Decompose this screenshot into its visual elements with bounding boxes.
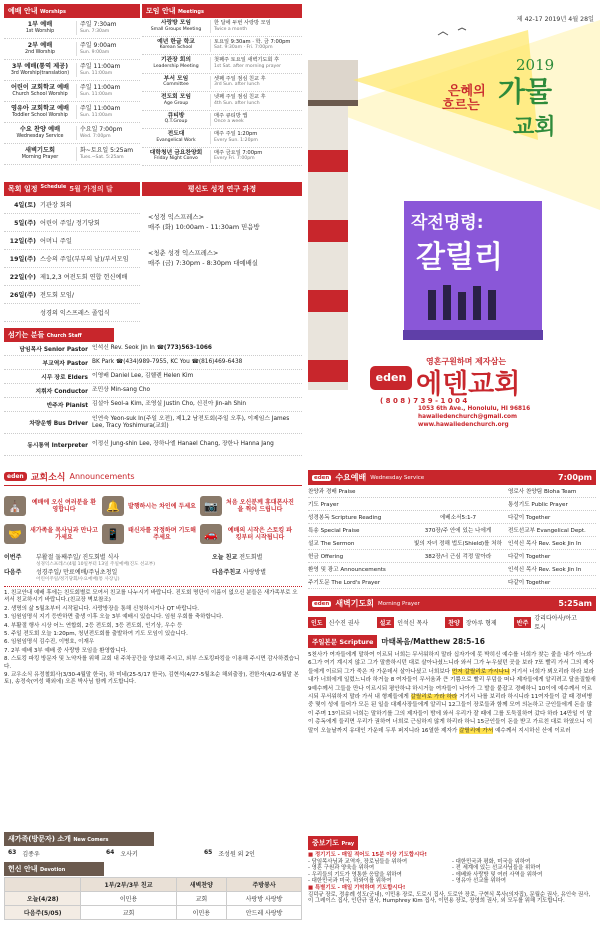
devotion-cell: 교회 xyxy=(81,906,176,920)
worship-item xyxy=(4,39,140,60)
cover-title-big: 갈릴리 xyxy=(416,240,503,275)
prayer-item: - 대한민국과 평화, 미국을 위하여 xyxy=(452,858,531,865)
devotion-header-cell: 1부/2부/3부 친교 xyxy=(81,878,176,892)
meeting-time: 토요일 9:30am · 학. 금 7:00pm xyxy=(214,38,291,45)
staff-item xyxy=(4,356,302,370)
staff-role: 지휘자 Conductor xyxy=(35,389,88,395)
worship-item xyxy=(4,144,140,165)
devotion-header-row xyxy=(5,878,302,892)
staff-name: 이영배 Daniel Lee, 김헬렌 Helen Kim xyxy=(92,373,194,379)
cover-church-name: 에덴교회 xyxy=(416,369,521,400)
worship-name: 3부 예배(통역 제공) xyxy=(11,63,69,70)
wednesday-item-mid: 370장/주 안에 있는 나에게 xyxy=(424,528,492,534)
schedule-text: 어머니 주일 xyxy=(40,238,72,245)
devotion-cell: 사랑방 사랑방 xyxy=(227,892,302,906)
wednesday-item-label: 헌금 Offering xyxy=(308,554,344,560)
devotion-cell: 오늘(4/28) xyxy=(5,892,81,906)
prayer-header: 중보기도 Pray xyxy=(308,836,358,850)
meeting-item xyxy=(142,129,302,148)
announcement-box xyxy=(200,492,298,520)
worship-time: 주일 11:00am xyxy=(80,105,121,112)
worship-name-en: 1st Worship xyxy=(25,29,55,34)
worship-time-en: Wed. 7:00pm xyxy=(80,134,111,139)
prayer-item: - 담임목사님과 교역자, 장로님들을 위하여 xyxy=(308,858,408,865)
morning-prayer-role-value: 신수진 권사 xyxy=(328,619,360,627)
worship-time-en: Tues.~Sat. 5:25am xyxy=(80,155,124,160)
meeting-name-en: Age Group xyxy=(163,100,189,106)
worship-name-en: 2nd Worship xyxy=(25,50,55,55)
meeting-item xyxy=(142,55,302,74)
news-item: 5. 주일 전도회 오늘 1:20pm, 청년전도회를 출발하여 기도 모임이 있습니다. xyxy=(4,631,188,638)
cover-address: 1053 6th Ave., Honolulu, HI 96816 xyxy=(418,406,531,412)
wednesday-item-value: 통성기도 Public Prayer xyxy=(508,502,568,508)
wednesday-item-label: 환영 및 광고 Announcements xyxy=(308,567,386,573)
meeting-name-en: Friday Night Convo xyxy=(154,156,198,162)
meeting-time-en: Once a week xyxy=(214,119,244,125)
news-item: 1. 친교안내 예배 후에는 친도회별로 모여서 친교를 나누시기 바랍니다. 진도회 명단이 이름이 없으신 분들은 새가족부로 오셔서 친교하시기 바랍니다.(친교장 벽보참조) xyxy=(4,590,298,604)
schedule-item xyxy=(4,250,140,268)
staff-contact: ☎(773)563-1066 xyxy=(156,345,212,351)
meeting-name: 대학청년 금요찬양회 xyxy=(149,149,203,156)
announcements-section xyxy=(4,470,302,816)
worship-name-en: 3rd Worship(translation) xyxy=(10,71,70,76)
worship-item xyxy=(4,18,140,39)
meeting-name: 예년 한글 학교 xyxy=(157,38,195,45)
cover-year: 2019 xyxy=(516,56,555,74)
worship-time: 주일 11:00am xyxy=(80,84,121,91)
schedule-text: 스승의 주일(부부의 날)/부서모임 xyxy=(40,256,129,263)
newcomers-header: 새가족(방문자) 소개 New Comers xyxy=(4,832,154,846)
staff-name: 이정신 Jung-shin Lee, 장하나엘 Hanael Chang, 장한나 Hanna Jang xyxy=(92,441,274,447)
meetings-section xyxy=(142,4,302,180)
announcement-box-text: 처음 오신분께 휴대폰사진을 찍어 드립니다 xyxy=(226,499,294,513)
news-item: 7. 2부 예배 3부 예배 중 사랑방 모임을 환영합니다. xyxy=(4,647,128,654)
course-b-time: 매주 (금) 7:30pm - 8:30pm 대예배실 xyxy=(148,259,258,267)
meeting-time-en: Sat. 9:30am · Fri. 7:00pm xyxy=(214,45,273,51)
newcomer-name: 김종우 xyxy=(22,851,40,858)
newcomers-list xyxy=(4,846,302,861)
wednesday-item-label: 설교 The Sermon xyxy=(308,541,355,547)
meeting-name: 부서 모임 xyxy=(163,75,189,82)
prayer-items-left xyxy=(308,859,452,885)
schedule-text: 제1,2,3 여전도회 연합 헌신예배 xyxy=(40,274,128,281)
wednesday-item-mid: 빛의 자녀 정해 법도(Shield)를 처하 xyxy=(413,541,503,547)
newcomer-name: 조성원 외 2인 xyxy=(218,851,255,858)
meeting-item xyxy=(142,148,302,167)
worship-time: 주일 9:00am xyxy=(80,42,117,49)
newcomer-item xyxy=(106,849,194,858)
worship-name: 수요 찬양 예배 xyxy=(19,126,61,133)
meeting-name: 큐티방 xyxy=(167,112,185,119)
devotion-header-cell: 새벽찬양 xyxy=(176,878,227,892)
staff-name: 조민상 Min-sang Cho xyxy=(92,387,151,393)
wednesday-item-label: 주기도문 The Lord's Prayer xyxy=(308,580,381,586)
schedule-section xyxy=(4,182,140,322)
staff-item xyxy=(4,342,302,356)
handshake-icon: 🤝 xyxy=(4,524,26,544)
worship-time-en: Sun. 11:00am xyxy=(80,113,113,118)
sermon-text: 5천사가 여자들에게 말하여 이르되 너희는 무서워하지 말라 십자가에 못 박히신 예수를 너희가 찾는 줄을 내가 아노라 6그가 여기 계시지 않고 그가 말씀하시던 대로 살아나셨느니라 와서 그가 누우셨던 곳을 보라 7또 빨리 가서 그의 제자들에게 이르되 그가 죽은 자 가운데서 살아나셨고 너희보다 먼저 갈릴리로 가시나니 거기서 너희가 뵈오리라 하라 보라 내가 너희에게 일렀느니라 하거늘 8 여자들이 무서움과 큰 기쁨으로 빨리 무덤을 떠나 제자들에게 알리려고 달음질할새 9예수께서 그들을 만나 이르시되 평안하냐 하시거늘 여자들이 나아가 그 발을 붙잡고 경배하니 10이에 예수께서 이르시되 무서워하지 말라 가서 내 형제들에게 갈릴리로 가라 하라 거기서 나를 보리라 하시니라 11여자들이 갈 때 경비병 중 몇이 성에 들어가 모든 된 일을 대제사장들에게 알리니 12그들이 장로들과 함께 모여 의논하고 군인들에게 돈을 많이 주며 13이르되 너희는 말하기를 그의 제자들이 밤에 와서 우리가 잘 때에 그를 도둑질하여 갔다 하라 14만일 이 말이 총독에게 들리면 우리가 권하여 너희로 근심하지 않게 하리라 하니 15군인들이 돈을 받고 가르친 대로 하였으니 이 말이 오늘날까지 유대인 가운데 두루 퍼지니라 16열한 제자가 갈릴리에 가서 예수께서 지시하신 산에 이르러 xyxy=(308,652,596,734)
devotion-row xyxy=(5,892,302,906)
meeting-name: 사랑방 모임 xyxy=(160,20,192,27)
wednesday-item xyxy=(308,524,596,537)
meeting-time: 매주 큐티방 앱 xyxy=(214,112,248,119)
meeting-time: 넷째 주일 점심 친교 후 xyxy=(214,94,266,101)
meeting-name-en: Evangelical Work xyxy=(156,137,196,143)
schedule-date: 12일(주) xyxy=(9,238,36,245)
worship-time: 주일 7:30am xyxy=(80,21,117,28)
news-item: 2. 생명의 삶 5월초부터 시작됩니다. 사랑방장을 통해 신청하시거나 QT 바랍니다. xyxy=(4,605,200,612)
newcomer-name: 오사키 xyxy=(120,851,138,858)
prayer-item: - 대한민국과 미국, 하와이를 위하여 xyxy=(308,878,392,885)
worship-header: 예배 안내 Worships xyxy=(4,4,140,18)
meeting-time: 첫째주 토요일 새벽기도회 후 xyxy=(214,57,280,64)
news-item: 9. 교우소식 유정철회사(3/30-4월말 한국), 하 미네(25-5/17 한국), 김현석(4/27-5월초순 해외출장), 전한자(4/2-6월말 본토), 송정숙(여성 해외에) 오픈 박사님 함께 기도합니다. xyxy=(4,672,299,686)
wednesday-item-value: 다같이 Together xyxy=(508,515,551,521)
wednesday-item-label: 찬양과 경배 Praise xyxy=(308,489,356,495)
cover-motto: 영혼구원하며 제자삼는 xyxy=(426,357,507,366)
meeting-time-en: Every Fri. 7:00pm xyxy=(214,156,255,162)
meeting-name-en: Small Groups Meeting xyxy=(150,26,202,32)
schedule-date: 5일(주) xyxy=(14,220,36,227)
wednesday-item xyxy=(308,498,596,511)
scripture-row: 주일본문 Scripture 마태복음/Matthew 28:5-16 xyxy=(308,635,596,648)
morning-prayer-role-label: 인도 xyxy=(308,617,326,628)
meeting-item xyxy=(142,111,302,130)
worship-name: 어린이 교회학교 예배 xyxy=(10,84,70,91)
meeting-name: 전도대 xyxy=(167,131,185,138)
staff-name: 인연숙 Yeon-suk In(주일 오전), 제1,2 남전도회(주일 오후), 이제임스 James Lee, Tracy Yoshimura(교회) xyxy=(92,415,290,429)
staff-role: 담임목사 Senior Pastor xyxy=(19,347,88,353)
prayer-item: - 우리들의 기도가 영통한 응답을 위하여 xyxy=(308,871,402,878)
wednesday-item-value: 다같이 Together xyxy=(508,554,551,560)
wednesday-header: eden 수요예배 Wednesday Service 7:00pm xyxy=(308,470,596,485)
worship-time-en: Sun. 11:00am xyxy=(80,92,113,97)
morning-prayer-role-value: 장아루 형제 xyxy=(465,619,497,627)
cover-phone: ( 8 0 8 ) 7 3 9 - 1 0 0 4 xyxy=(380,397,468,405)
meeting-name: 전도회 모임 xyxy=(160,94,192,101)
prayer-item: - 전 세계에 있는 선교사님들을 위하여 xyxy=(452,865,541,872)
devotion-table xyxy=(4,877,302,920)
wednesday-item-value: 인석신 목사 Rev. Seok Jin In xyxy=(508,541,582,547)
meeting-name-en: Korean School xyxy=(159,45,193,51)
announcement-box xyxy=(4,492,102,520)
schedule-item xyxy=(4,196,140,214)
announcement-box xyxy=(200,520,298,548)
camera-icon: 📷 xyxy=(200,496,222,516)
morning-prayer-role-label: 찬양 xyxy=(445,617,463,628)
schedule-date: 19일(주) xyxy=(9,256,36,263)
course-a-title: <성경 익스프레스> xyxy=(148,213,204,221)
worship-section xyxy=(4,4,140,180)
cover-slogan: 은혜의 흐르는 xyxy=(442,84,486,113)
worship-time-en: Sun. 7:30am xyxy=(80,29,110,34)
meeting-time: 매주 금요일 7:00pm xyxy=(214,149,263,156)
bible-course-header: 평신도 성경 연구 과정 xyxy=(142,182,302,196)
schedule-text: 어린이 주일/ 정기당회 xyxy=(40,220,100,227)
staff-section xyxy=(4,328,302,460)
worship-list xyxy=(4,18,140,165)
wednesday-item-value: 전도선교부 Evangelical Dept. xyxy=(508,528,586,534)
cover-big-1: 가물 xyxy=(498,75,553,108)
staff-role: 동시통역 Interpreter xyxy=(27,443,88,449)
staff-role: 부교역자 Pastor xyxy=(42,361,88,367)
wednesday-item xyxy=(308,576,596,589)
newcomers-section xyxy=(4,832,302,860)
staff-list xyxy=(4,342,302,456)
schedule-item xyxy=(4,232,140,250)
worship-name-en: Wednesday Service xyxy=(16,134,64,139)
staff-name: BK Park ☎(434)989-7955, KC You ☎(816)469-6438 xyxy=(92,359,243,365)
eden-logo: eden xyxy=(370,366,412,390)
morning-prayer-section xyxy=(308,596,596,832)
wednesday-item-value: 다같이 Together xyxy=(508,580,551,586)
worship-time-en: Sun. 9:00am xyxy=(80,50,110,55)
bible-course-section xyxy=(142,182,302,322)
meeting-name: 기관장 회의 xyxy=(160,57,192,64)
prayer-items-right xyxy=(452,859,596,885)
announcement-box-text: 예배에 오신 여러분을 환영합니다 xyxy=(31,499,97,513)
wednesday-item xyxy=(308,485,596,498)
staff-role: 시무 장로 Elders xyxy=(41,375,88,381)
prayer-section: 중보기도 Pray ■ 정기기도 - 매일 적어도 15분 이상 기도합시다! - 담임목사님과 교역자, 장로님들을 위하여 - 영혼 구원과 양육을 위하여 - 우리들의 기도가 영통한 응답을 위하여 - 대한민국과 미국, 하와이를 위하여 - 대한민국과 평화, 미국을 위하여 - 전 세계에 있는 선교사님들을 위하여 - 에베와 사랑방 및 여러 사역을 위하여 - 영유아 선교를 위하여 ■ 특별기도 - 매일 기억하며 기도합시다! 김덕규 장로, 정송례 성도(군내), 이민용 장로, 도로시 집사, 도로안 장로, 구현식 목사(의자집), 문월순 권사, 유인숙 권사, 이 그레이스 집사, 인단규 권사, Humphrey Kim 집사, 이민용 장로, 장영희 권사, 외 모두를 위해 기도합니다. xyxy=(308,836,596,924)
meeting-item xyxy=(142,74,302,93)
staff-item xyxy=(4,370,302,384)
meeting-item xyxy=(142,37,302,56)
meeting-time-en: 3rd Sun. after lunch xyxy=(214,82,260,88)
schedule-text: 전도회 모임/ xyxy=(40,292,74,299)
worship-item xyxy=(4,81,140,102)
morning-prayer-role-value: 강리다아사/아고토시 xyxy=(534,615,577,631)
devotion-cell: 이민용 xyxy=(176,906,227,920)
schedule-header: 목회 일정 Schedule 5월 가정의 달 xyxy=(4,182,140,196)
announcement-box xyxy=(102,492,200,520)
schedule-date: 26일(주) xyxy=(9,292,36,299)
wednesday-item-mid: 382장/너 근심 걱정 말아라 xyxy=(424,554,492,560)
schedule-date: 22일(수) xyxy=(9,274,36,281)
morning-prayer-role-value: 인석신 목사 xyxy=(397,619,429,627)
meetings-header: 모임 안내 Meetings xyxy=(142,4,302,18)
meeting-time-en: 1st Sat. after morning prayer xyxy=(214,63,281,69)
devotion-cell: 교회 xyxy=(176,892,227,906)
announcement-box-text: 예배의 시작은 스토킹 파킹부터 시작됩니다 xyxy=(227,527,293,541)
cover-web: www.hawaiiedenchurch.org xyxy=(418,422,509,428)
devotion-section xyxy=(4,862,302,922)
worship-name: 2부 예배 xyxy=(27,42,53,49)
issue-info: 제 42-17 2019년 4월 28일 xyxy=(516,16,594,23)
announcement-box-text: 발행하시는 차인에 두세요 xyxy=(128,502,196,510)
worship-time: 주일 11:00am xyxy=(80,63,121,70)
devotion-header-cell xyxy=(5,878,81,892)
newcomer-no: 64 xyxy=(106,849,115,856)
schedule-item xyxy=(4,214,140,232)
schedule-item xyxy=(4,286,140,304)
worship-name-en: Toddler School Worship xyxy=(12,113,68,118)
schedule-item xyxy=(4,304,140,322)
eden-small-logo: eden xyxy=(4,472,27,481)
worship-name: 영유아 교회학교 예배 xyxy=(10,105,70,112)
worship-item xyxy=(4,123,140,144)
meeting-time: 셋째 주일 점심 친교 후 xyxy=(214,75,266,82)
wednesday-item-mid: 에베소서5:1-7 xyxy=(439,515,477,521)
devotion-header-cell: 주방봉사 xyxy=(227,878,302,892)
worship-time-en: Sun. 11:00am xyxy=(80,71,113,76)
staff-item xyxy=(4,434,302,456)
staff-role: 차량운행 Bus Driver xyxy=(29,421,88,427)
staff-item xyxy=(4,384,302,398)
car-icon: 🚗 xyxy=(200,524,222,544)
devotion-cell: 다음주(5/05) xyxy=(5,906,81,920)
wednesday-item-value: 인석신 목사 Rev. Seok Jin In xyxy=(508,567,582,573)
news-list xyxy=(4,586,302,687)
schedule-list xyxy=(4,196,140,322)
announcement-boxes xyxy=(4,492,302,548)
course-b-title: <청춘 성경 익스프레스> xyxy=(148,249,219,257)
worship-name: 새벽기도회 xyxy=(25,147,55,154)
staff-header: 섬기는 분들 Church Staff xyxy=(4,328,114,342)
wednesday-item-label: 기도 Prayer xyxy=(308,502,339,508)
cover-email: hawaiiedenchurch@gmail.com xyxy=(418,414,518,420)
wednesday-item xyxy=(308,511,596,524)
devotion-cell: 안드레 사랑방 xyxy=(227,906,302,920)
worship-item xyxy=(4,60,140,81)
church-icon: ⛪ xyxy=(4,496,26,516)
wednesday-item-label: 특송 Special Praise xyxy=(308,528,360,534)
devotion-cell: 이민용 xyxy=(81,892,176,906)
wednesday-item xyxy=(308,550,596,563)
phone-icon: 📱 xyxy=(102,524,124,544)
schedule-text: 기관장 회의 xyxy=(40,202,72,209)
meeting-name-en: Q.T.Group xyxy=(164,119,188,125)
schedule-text: 성경의 익스프레스 졸업식 xyxy=(40,310,110,317)
cover-title-small: 작전명령: xyxy=(411,213,484,233)
news-item: 3. 임원임명식 지기 등반하면 출생 이후 오늘 3부 예배시 있습니다. 임원 우회를 축하합니다. xyxy=(4,614,224,621)
wednesday-item-label: 성경봉독 Scripture Reading xyxy=(308,515,382,521)
cover-big-2: 교회 xyxy=(513,115,556,140)
meeting-time-en: Every Sun. 1:20pm xyxy=(214,137,258,143)
worship-time: 화~토요일 5:25am xyxy=(80,147,134,154)
worship-time: 수요일 7:00pm xyxy=(80,126,123,133)
wednesday-list xyxy=(308,485,596,589)
news-item: 8. 스토킹 파킹 방문자 및 노약자를 위해 교회 내 주차공간을 양보해 주시고, 외부 스토킹파킹을 이용해 주시면 감사하겠습니다. xyxy=(4,656,300,670)
schedule-date: 4일(토) xyxy=(14,202,36,209)
announcements-header: eden 교회소식 Announcements xyxy=(4,470,302,486)
week-info: 이번주 다음주 부활절 둘째주일/ 진도회별 식사 성경익스프레스(4월 10일부터 13일 주일예배(진도 선교부) 성경주일/ 만료예배/주님초청일 어린이주일/정기당회/수요예배(통 사장님) 오늘 친교 전도회별 다음주친교 사랑방별 xyxy=(4,554,267,582)
announcement-box-text: 새가족을 목사님과 만나고 가세요 xyxy=(30,527,98,541)
meeting-item xyxy=(142,92,302,111)
wednesday-item xyxy=(308,537,596,550)
prayer-item: - 에베와 사랑방 및 여러 사역을 위하여 xyxy=(452,871,543,878)
course-a-time: 매주 (화) 10:00am - 11:30am 믿음방 xyxy=(148,223,260,231)
worship-item xyxy=(4,102,140,123)
announcement-box xyxy=(4,520,102,548)
announcement-box xyxy=(102,520,200,548)
bell-icon: 🔔 xyxy=(102,496,124,516)
morning-prayer-role-label: 반주 xyxy=(514,617,532,628)
staff-item xyxy=(4,398,302,412)
meeting-time: 한 달에 두번 사랑방 모임 xyxy=(214,20,271,27)
meeting-name-en: Committee xyxy=(163,82,189,88)
devotion-header: 헌신 안내 Devotion xyxy=(4,862,104,876)
prayer-item: - 영유아 선교를 위하여 xyxy=(452,878,506,885)
newcomer-no: 63 xyxy=(8,849,17,856)
meeting-item xyxy=(142,18,302,37)
meeting-name-en: Leadership Meeting xyxy=(153,63,199,69)
devotion-row xyxy=(5,906,302,920)
wednesday-item-value: 영로사 찬양팀 Bloha Team xyxy=(508,489,577,495)
morning-prayer-roles xyxy=(308,613,596,631)
worship-name-en: Morning Prayer xyxy=(21,155,59,160)
staff-item xyxy=(4,412,302,434)
news-item: 6. 임원임명식 김수진, 이병호, 이재우 xyxy=(4,639,95,646)
morning-prayer-role-label: 설교 xyxy=(377,617,395,628)
schedule-item xyxy=(4,268,140,286)
wednesday-section xyxy=(308,470,596,594)
staff-role: 반주자 Pianist xyxy=(46,403,88,409)
staff-name: 인석신 Rev. Seok Jin In xyxy=(92,345,155,351)
meeting-time-en: 4th Sun. after lunch xyxy=(214,100,260,106)
wednesday-item xyxy=(308,563,596,576)
news-item: 4. 부활절 행사 시상 어느 연합회, 2등 전도회, 3등 전도회, 인기상, 우수 등 xyxy=(4,622,183,629)
announcement-box-text: 태신자를 작정하며 기도해주세요 xyxy=(128,527,196,541)
morning-prayer-header: eden 새벽기도회 Morning Prayer 5:25am xyxy=(308,596,596,611)
meetings-list xyxy=(142,18,302,166)
worship-name: 1부 예배 xyxy=(27,21,53,28)
newcomer-item xyxy=(204,849,292,858)
meeting-time: 매주 주일 1:20pm xyxy=(214,131,258,138)
newcomer-item xyxy=(8,849,96,858)
meeting-time-en: Twice a month xyxy=(214,26,248,32)
staff-name: 김설아 Seol-a Kim, 조영실 Justin Cho, 신진아 Jin-ah Shin xyxy=(92,401,247,407)
worship-name-en: Church School Worship xyxy=(12,92,68,97)
cover xyxy=(308,0,600,435)
prayer-item: - 영혼 구원과 양육을 위하여 xyxy=(308,865,375,872)
newcomer-no: 65 xyxy=(204,849,213,856)
